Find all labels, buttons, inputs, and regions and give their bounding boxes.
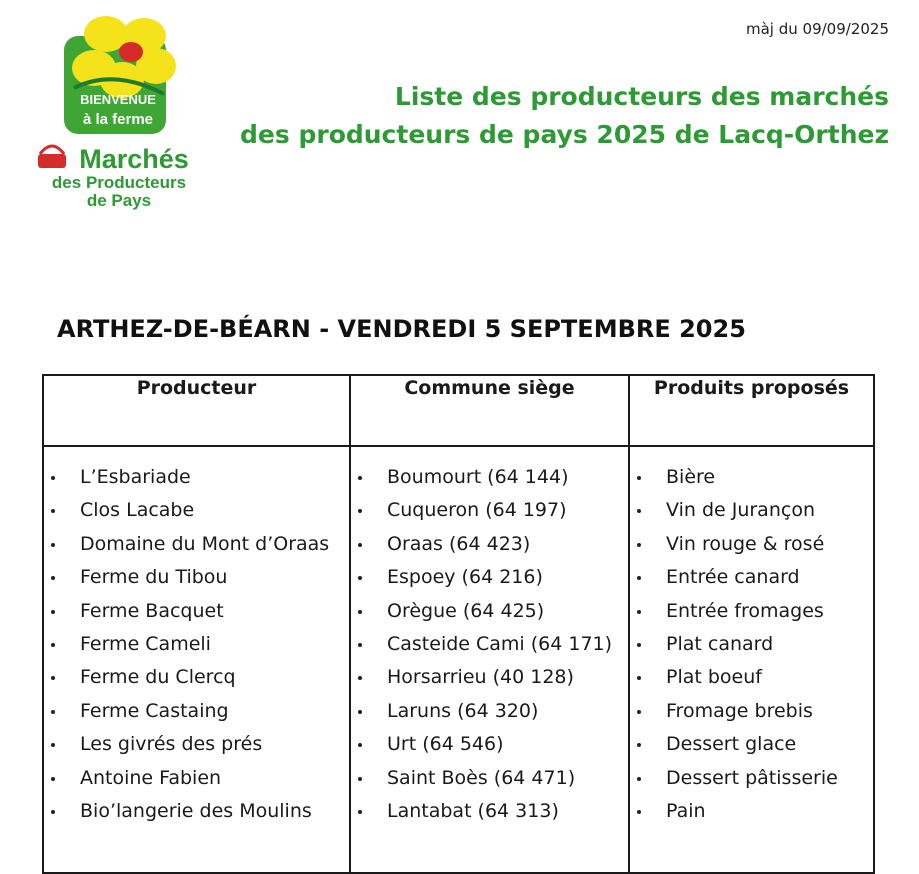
table-row	[43, 446, 874, 873]
product-item	[630, 528, 873, 561]
product-item	[630, 561, 873, 594]
commune-item	[351, 762, 628, 795]
commune-item-text: Laruns (64 320)	[387, 699, 539, 722]
product-item-text: Dessert pâtisserie	[666, 766, 838, 789]
producer-item-text: L’Esbariade	[80, 466, 191, 488]
commune-item	[351, 528, 628, 561]
producer-item-text: Antoine Fabien	[80, 766, 222, 789]
producer-item	[44, 728, 349, 761]
producer-item	[44, 561, 349, 594]
commune-item-text: Cuqueron (64 197)	[387, 499, 567, 522]
producer-item-text: Ferme Castaing	[80, 699, 229, 722]
commune-item-text: Boumourt (64 144)	[387, 466, 569, 488]
product-item-text: Pain	[666, 799, 706, 822]
header-producteur: Producteur	[43, 375, 350, 446]
product-item	[630, 695, 873, 728]
product-item-text: Vin rouge & rosé	[666, 532, 825, 555]
producer-item-text: Ferme Bacquet	[80, 599, 224, 622]
communes-cell	[350, 446, 629, 873]
producer-item	[44, 528, 349, 561]
producer-item	[44, 494, 349, 527]
product-item-text: Bière	[666, 466, 716, 488]
svg-text:de Pays: de Pays	[86, 191, 152, 210]
communes-list	[351, 461, 628, 828]
producer-item	[44, 595, 349, 628]
commune-item-text: Casteide Cami (64 171)	[387, 632, 613, 655]
product-item-text: Entrée canard	[666, 566, 800, 589]
basket-icon	[38, 146, 66, 168]
producer-item-text: Clos Lacabe	[80, 499, 195, 522]
commune-item-text: Orègue (64 425)	[387, 599, 545, 622]
title-line-2: des producteurs de pays 2025 de Lacq-Orthez	[240, 120, 889, 149]
svg-text:à la ferme: à la ferme	[82, 111, 154, 128]
page-title	[240, 78, 889, 154]
product-item	[630, 494, 873, 527]
products-list	[630, 461, 873, 828]
product-item-text: Vin de Jurançon	[666, 499, 815, 522]
producer-item-text: Domaine du Mont d’Oraas	[80, 532, 330, 555]
update-date: màj du 09/09/2025	[746, 20, 889, 38]
producers-cell	[43, 446, 350, 873]
commune-item	[351, 728, 628, 761]
commune-item	[351, 461, 628, 494]
commune-item-text: Oraas (64 423)	[387, 532, 531, 555]
producer-item-text: Ferme Cameli	[80, 632, 211, 655]
products-cell	[629, 446, 874, 873]
commune-item	[351, 795, 628, 828]
commune-item	[351, 661, 628, 694]
product-item-text: Dessert glace	[666, 733, 797, 756]
producer-item-text: Ferme du Clercq	[80, 666, 236, 689]
producers-table	[42, 374, 875, 874]
product-item	[630, 628, 873, 661]
bienvenue-a-la-ferme-logo	[34, 8, 214, 213]
producer-item	[44, 762, 349, 795]
commune-item	[351, 561, 628, 594]
commune-item	[351, 595, 628, 628]
producer-item	[44, 695, 349, 728]
producer-item	[44, 795, 349, 828]
producer-item-text: Ferme du Tibou	[80, 566, 228, 589]
svg-text:BIENVENUE: BIENVENUE	[80, 92, 156, 107]
commune-item-text: Horsarrieu (40 128)	[387, 666, 574, 689]
commune-item	[351, 494, 628, 527]
producer-item	[44, 628, 349, 661]
title-line-1: Liste des producteurs des marchés	[394, 82, 889, 111]
product-item-text: Plat canard	[666, 632, 774, 655]
product-item	[630, 661, 873, 694]
product-item-text: Entrée fromages	[666, 599, 824, 622]
table-header-row	[43, 375, 874, 446]
product-item-text: Plat boeuf	[666, 666, 762, 689]
product-item	[630, 595, 873, 628]
commune-item	[351, 695, 628, 728]
header-produits: Produits proposés	[629, 375, 874, 446]
header-commune: Commune siège	[350, 375, 629, 446]
product-item	[630, 461, 873, 494]
commune-item-text: Saint Boès (64 471)	[387, 766, 576, 789]
producers-list	[44, 461, 349, 828]
producer-item-text: Bio’langerie des Moulins	[80, 799, 312, 822]
commune-item-text: Espoey (64 216)	[387, 566, 543, 589]
commune-item	[351, 628, 628, 661]
market-section-title: ARTHEZ-DE-BÉARN - VENDREDI 5 SEPTEMBRE 2025	[57, 315, 746, 343]
producer-item	[44, 461, 349, 494]
svg-text:Marchés: Marchés	[79, 144, 189, 174]
commune-item-text: Urt (64 546)	[387, 733, 504, 756]
product-item-text: Fromage brebis	[666, 699, 813, 722]
producer-item-text: Les givrés des prés	[80, 733, 263, 756]
product-item	[630, 795, 873, 828]
svg-text:des Producteurs: des Producteurs	[51, 173, 187, 192]
product-item	[630, 762, 873, 795]
commune-item-text: Lantabat (64 313)	[387, 799, 559, 822]
producer-item	[44, 661, 349, 694]
product-item	[630, 728, 873, 761]
